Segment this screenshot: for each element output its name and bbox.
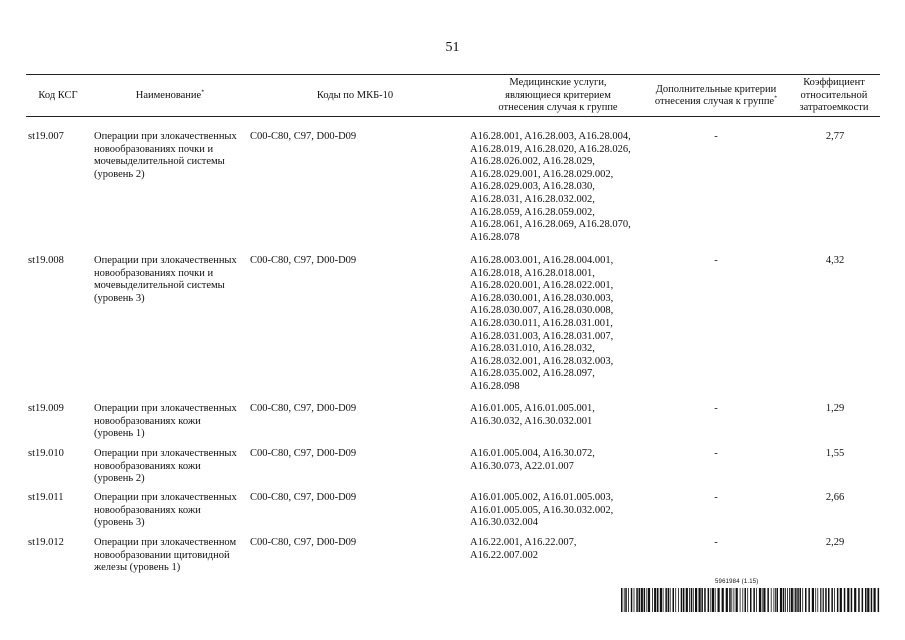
row-name: Операции при злокачественных новообразованиях кожи (уровень 1) (94, 403, 237, 440)
row-additional-criteria: - (714, 403, 718, 414)
row-coefficient: 4,32 (825, 255, 845, 266)
row-additional-criteria: - (714, 131, 718, 142)
row-services: A16.22.001, A16.22.007, A16.22.007.002 (470, 537, 577, 561)
header-mkb: Коды по МКБ-10 (316, 89, 394, 101)
row-name: Операции при злокачественных новообразованиях почки и мочевыделительной системы (уровень 3) (94, 255, 237, 304)
row-mkb-codes: C00-C80, C97, D00-D09 (250, 492, 357, 503)
header-services: Медицинские услуги, являющиеся критерием отнесения случая к группе (498, 77, 618, 114)
header-bottom-rule (26, 116, 880, 117)
row-name: Операции при злокачественных новообразованиях кожи (уровень 2) (94, 448, 237, 485)
row-additional-criteria: - (714, 537, 718, 548)
header-code: Код КСГ (38, 89, 78, 101)
header-additional: Дополнительные критерии отнесения случая к группе* (654, 83, 778, 107)
barcode-caption: 5961984 (1.15) (715, 579, 759, 585)
row-name: Операции при злокачественных новообразованиях кожи (уровень 3) (94, 492, 237, 529)
row-services: A16.01.005, A16.01.005.001, A16.30.032, A16.30.032.001 (470, 403, 595, 427)
row-coefficient: 1,29 (825, 403, 845, 414)
row-services: A16.01.005.004, A16.30.072, A16.30.073, A22.01.007 (470, 448, 595, 472)
header-top-rule (26, 74, 880, 75)
row-coefficient: 2,77 (825, 131, 845, 142)
row-services: A16.28.001, A16.28.003, A16.28.004, A16.28.019, A16.28.020, A16.28.026, A16.28.026.002, A16.28.029, A16.28.029.001, A16.28.029.002, A16.28.029.003, A16.28.030, A16.28.031, A16.28.032.002, A16.28.059, A16.28.059.002, A16.28.061, A16.28.069, A16.28.070, A16.28.078 (470, 131, 631, 243)
row-coefficient: 1,55 (825, 448, 845, 459)
page-number: 51 (445, 40, 460, 55)
row-mkb-codes: C00-C80, C97, D00-D09 (250, 448, 357, 459)
row-mkb-codes: C00-C80, C97, D00-D09 (250, 255, 357, 266)
row-mkb-codes: C00-C80, C97, D00-D09 (250, 403, 357, 414)
row-additional-criteria: - (714, 448, 718, 459)
row-additional-criteria: - (714, 255, 718, 266)
row-services: A16.28.003.001, A16.28.004.001, A16.28.018, A16.28.018.001, A16.28.020.001, A16.28.022.001, A16.28.030.001, A16.28.030.003, A16.28.030.007, A16.28.030.008, A16.28.030.011, A16.28.031.001, A16.28.031.003, A16.28.031.007, A16.28.031.010, A16.28.032, A16.28.032.001, A16.28.032.003, A16.28.035.002, A16.28.097, A16.28.098 (470, 255, 614, 392)
row-code: st19.012 (28, 537, 64, 548)
row-code: st19.010 (28, 448, 64, 459)
row-mkb-codes: C00-C80, C97, D00-D09 (250, 131, 357, 142)
row-services: A16.01.005.002, A16.01.005.003, A16.01.005.005, A16.30.032.002, A16.30.032.004 (470, 492, 614, 529)
barcode (621, 588, 882, 612)
header-name: Наименование* (135, 89, 205, 101)
row-code: st19.011 (28, 492, 64, 503)
row-name: Операции при злокачественных новообразованиях почки и мочевыделительной системы (уровень 2) (94, 131, 237, 180)
row-coefficient: 2,29 (825, 537, 845, 548)
header-coef: Коэффициент относительной затратоемкости (799, 77, 869, 114)
row-code: st19.008 (28, 255, 64, 266)
row-code: st19.009 (28, 403, 64, 414)
row-additional-criteria: - (714, 492, 718, 503)
row-name: Операции при злокачественном новообразовании щитовидной железы (уровень 1) (94, 537, 237, 574)
row-code: st19.007 (28, 131, 64, 142)
row-coefficient: 2,66 (825, 492, 845, 503)
row-mkb-codes: C00-C80, C97, D00-D09 (250, 537, 357, 548)
